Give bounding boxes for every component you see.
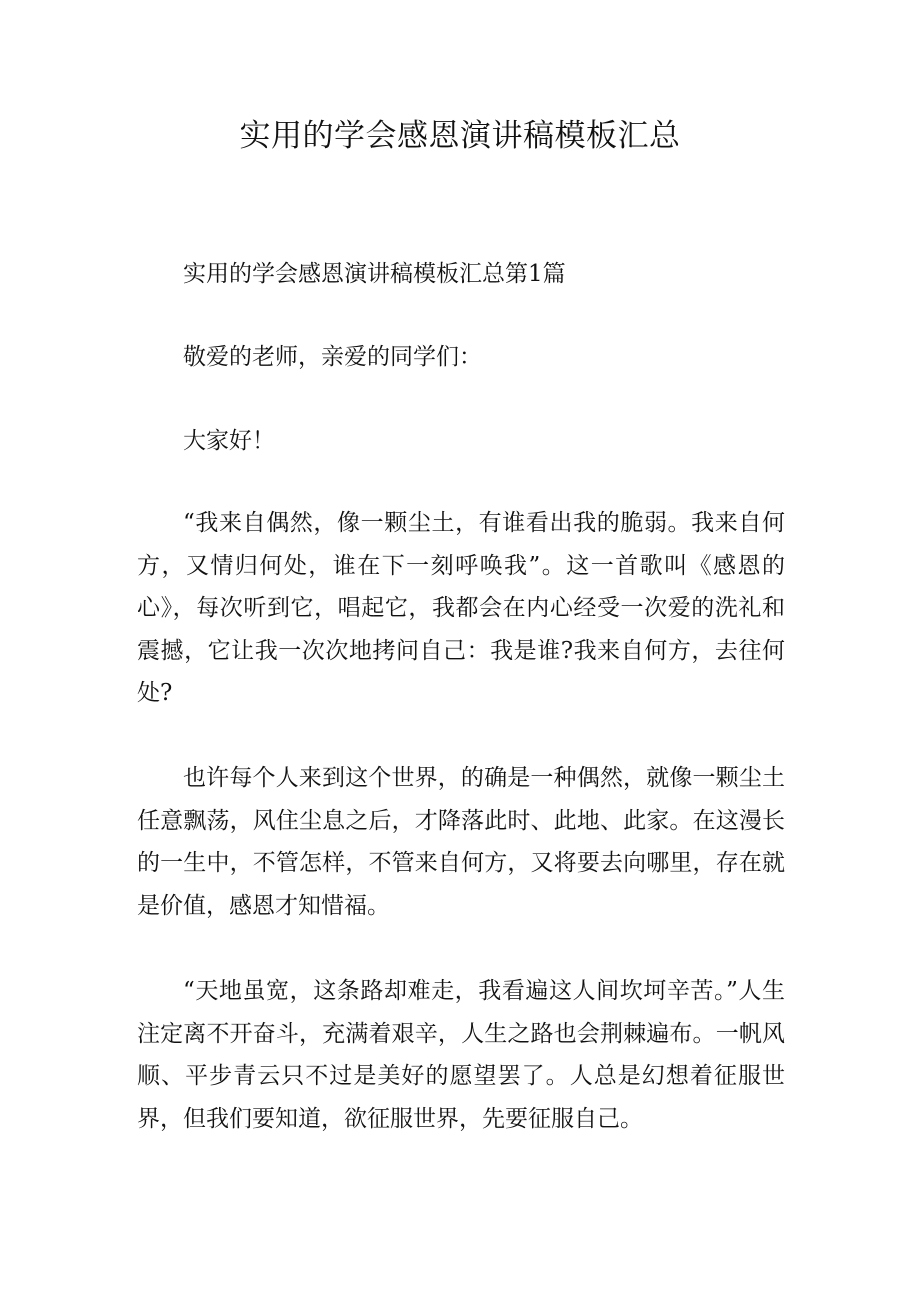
- greeting: 大家好！: [183, 428, 275, 454]
- paragraph-3: “天地虽宽，这条路却难走，我看遍这人间坎坷辛苦。”人生注定离不开奋斗，充满着艰辛，人生之路也会荆棘遍布。一帆风顺、平步青云只不过是美好的愿望罢了。人总是幻想着征服世界，但我们要知道，欲征服世界，先要征服自己。: [137, 978, 785, 1132]
- document-title: 实用的学会感恩演讲稿模板汇总: [239, 118, 681, 154]
- salutation: 敬爱的老师，亲爱的同学们：: [183, 344, 482, 370]
- paragraph-1: “我来自偶然，像一颗尘土，有谁看出我的脆弱。我来自何方，又情归何处，谁在下一刻呼唤我”。这一首歌叫《感恩的心》，每次听到它，唱起它，我都会在内心经受一次爱的洗礼和震撼，它让我一次次地拷问自己：我是谁?我来自何方，去往何处?: [137, 510, 785, 706]
- paragraph-2: 也许每个人来到这个世界，的确是一种偶然，就像一颗尘土任意飘荡，风住尘息之后，才降落此时、此地、此家。在这漫长的一生中，不管怎样，不管来自何方，又将要去向哪里，存在就是价值，感恩才知惜福。: [137, 765, 785, 919]
- section-heading: 实用的学会感恩演讲稿模板汇总第1篇: [183, 261, 566, 287]
